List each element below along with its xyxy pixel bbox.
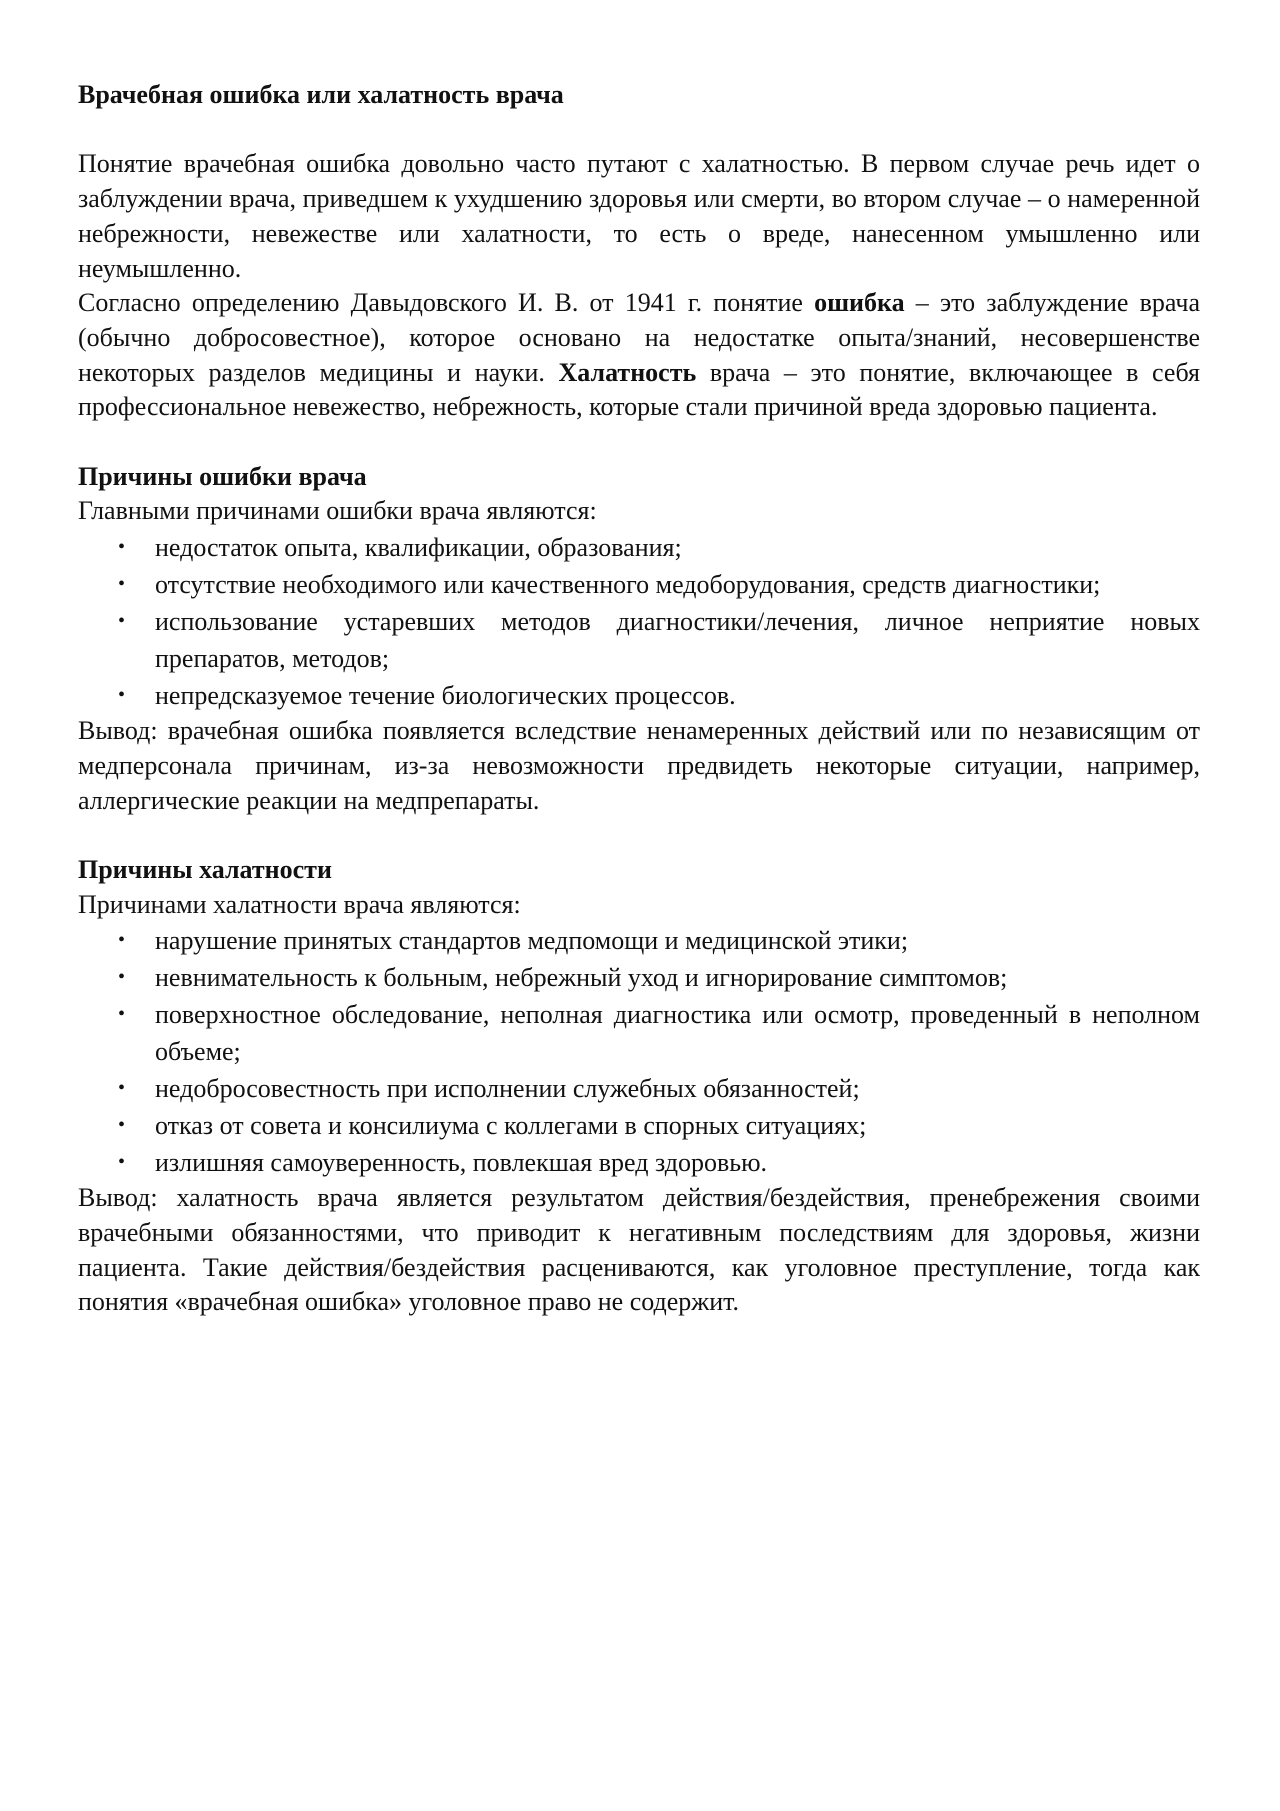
bullet-icon: • — [118, 1151, 126, 1174]
list-item-text: поверхностное обследование, неполная диагностика или осмотр, проведенный в неполном объеме; — [155, 1000, 1200, 1067]
section2-conclusion: Вывод: халатность врача является результатом действия/бездействия, пренебрежения своими врачебными обязанностями, что приводит к негативным последствиям для здоровья, жизни пациента. Такие действия/бездействия расцениваются, как уголовное преступление, тогда как понятия «врачебная ошибка» уголовное право не содержит. — [78, 1183, 1200, 1317]
bullet-icon: • — [118, 1077, 126, 1100]
list-item-text: невнимательность к больным, небрежный уход и игнорирование симптомов; — [155, 963, 1008, 993]
section2-list — [78, 922, 1200, 1181]
list-item — [78, 1070, 1200, 1107]
intro-p2-text-mid: – это заблуждение врача (обычно добросовестное), которое основано на недостатке опыта/знаний, несовершенстве некоторых разделов медицины и науки. — [78, 288, 1200, 387]
list-item-text: отказ от совета и консилиума с коллегами в спорных ситуациях; — [155, 1111, 867, 1141]
document-page — [78, 78, 1200, 1320]
bullet-icon: • — [118, 536, 126, 559]
list-item — [78, 959, 1200, 996]
spacer — [78, 425, 1200, 460]
list-item — [78, 603, 1200, 677]
list-item — [78, 996, 1200, 1070]
list-item — [78, 529, 1200, 566]
bullet-icon: • — [118, 610, 126, 633]
list-item-text: отсутствие необходимого или качественного медоборудования, средств диагностики; — [155, 570, 1101, 600]
list-item-text: недобросовестность при исполнении служебных обязанностей; — [155, 1074, 860, 1104]
term-khalatnost: Халатность — [558, 357, 697, 387]
section2-lead: Причинами халатности врача являются: — [78, 889, 521, 919]
section2-heading: Причины халатности — [78, 854, 332, 884]
spacer — [78, 113, 1200, 148]
list-item — [78, 1107, 1200, 1144]
bullet-icon: • — [118, 573, 126, 596]
bullet-icon: • — [118, 1003, 126, 1026]
document-title: Врачебная ошибка или халатность врача — [78, 80, 564, 109]
list-item-text: излишняя самоуверенность, повлекшая вред здоровью. — [155, 1148, 768, 1178]
spacer — [78, 818, 1200, 853]
intro-paragraph-2 — [78, 286, 1200, 425]
bullet-icon: • — [118, 966, 126, 989]
list-item — [78, 1144, 1200, 1181]
term-oshibka: ошибка — [814, 288, 905, 318]
intro-paragraph-1: Понятие врачебная ошибка довольно часто путают с халатностью. В первом случае речь идет о заблуждении врача, приведшем к ухудшению здоровья или смерти, во втором случае – о намеренной небрежности, невежестве или халатности, то есть о вреде, нанесенном умышленно или неумышленно. — [78, 149, 1200, 283]
list-item-text: недостаток опыта, квалификации, образования; — [155, 533, 682, 563]
list-item — [78, 922, 1200, 959]
list-item — [78, 566, 1200, 603]
bullet-icon: • — [118, 1114, 126, 1137]
intro-p2-text-end: врача – это понятие, включающее в себя профессиональное невежество, небрежность, которые стали причиной вреда здоровью пациента. — [78, 357, 1200, 422]
intro-p2-text-start: Согласно определению Давыдовского И. В. от 1941 г. понятие — [78, 288, 815, 318]
list-item-text: непредсказуемое течение биологических процессов. — [155, 681, 736, 711]
section1-heading: Причины ошибки врача — [78, 461, 367, 491]
list-item — [78, 677, 1200, 714]
bullet-icon: • — [118, 929, 126, 952]
section1-conclusion: Вывод: врачебная ошибка появляется вследствие ненамеренных действий или по независящим от медперсонала причинам, из-за невозможности предвидеть некоторые ситуации, например, аллергические реакции на медпрепараты. — [78, 716, 1200, 815]
list-item-text: нарушение принятых стандартов медпомощи и медицинской этики; — [155, 926, 909, 956]
section1-list — [78, 529, 1200, 714]
section1-lead: Главными причинами ошибки врача являются: — [78, 496, 597, 526]
list-item-text: использование устаревших методов диагностики/лечения, личное неприятие новых препаратов, методов; — [155, 607, 1200, 674]
bullet-icon: • — [118, 684, 126, 707]
